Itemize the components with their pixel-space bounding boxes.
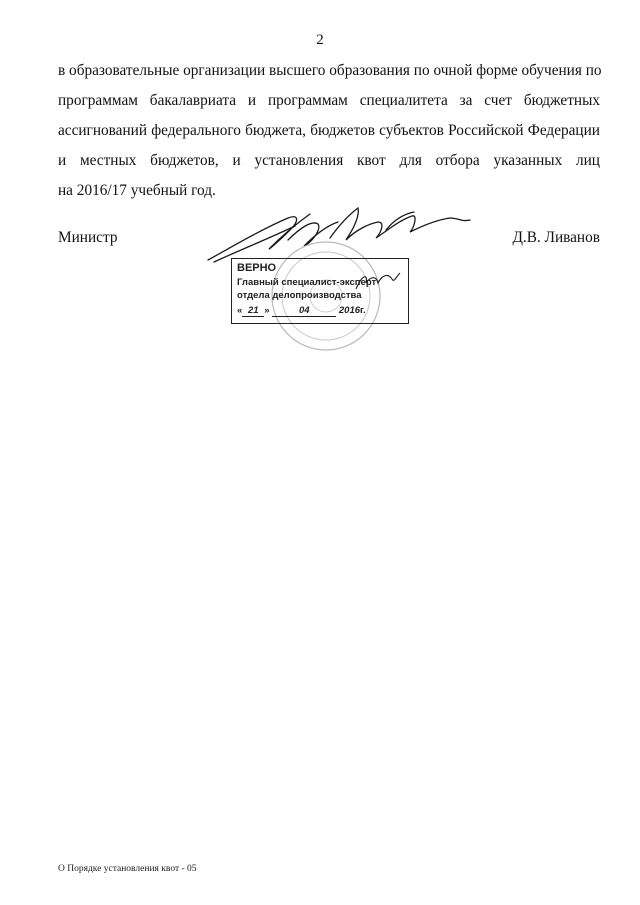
stamp-date-day: 21	[242, 305, 264, 317]
stamp-date-month: 04	[272, 305, 336, 317]
body-line: на 2016/17 учебный год.	[58, 182, 216, 199]
certification-stamp	[231, 258, 409, 324]
stamp-initials-signature	[352, 269, 402, 295]
stamp-position: Главный специалист-эксперт	[237, 277, 377, 288]
stamp-department: отдела делопроизводства	[237, 290, 362, 301]
stamp-date-year: 2016	[338, 305, 361, 316]
body-line: и местных бюджетов, и установления квот для отбора указанных лиц	[58, 152, 600, 169]
body-line: в образовательные организации высшего образования по очной форме обучения по	[58, 62, 602, 79]
page-number: 2	[316, 32, 324, 48]
footer-note: О Порядке установления квот - 05	[58, 864, 197, 874]
stamp-title: ВЕРНО	[237, 262, 277, 274]
stamp-date: « 21 » 04 2016г.	[237, 305, 366, 316]
stamp-date-suffix: г.	[360, 305, 366, 316]
signer-role: Министр	[58, 229, 118, 246]
body-line: программам бакалавриата и программам специалитета за счет бюджетных	[58, 92, 600, 109]
body-line: ассигнований федерального бюджета, бюджетов субъектов Российской Федерации	[58, 122, 600, 139]
body-text	[58, 56, 600, 206]
signer-name: Д.В. Ливанов	[512, 229, 600, 246]
